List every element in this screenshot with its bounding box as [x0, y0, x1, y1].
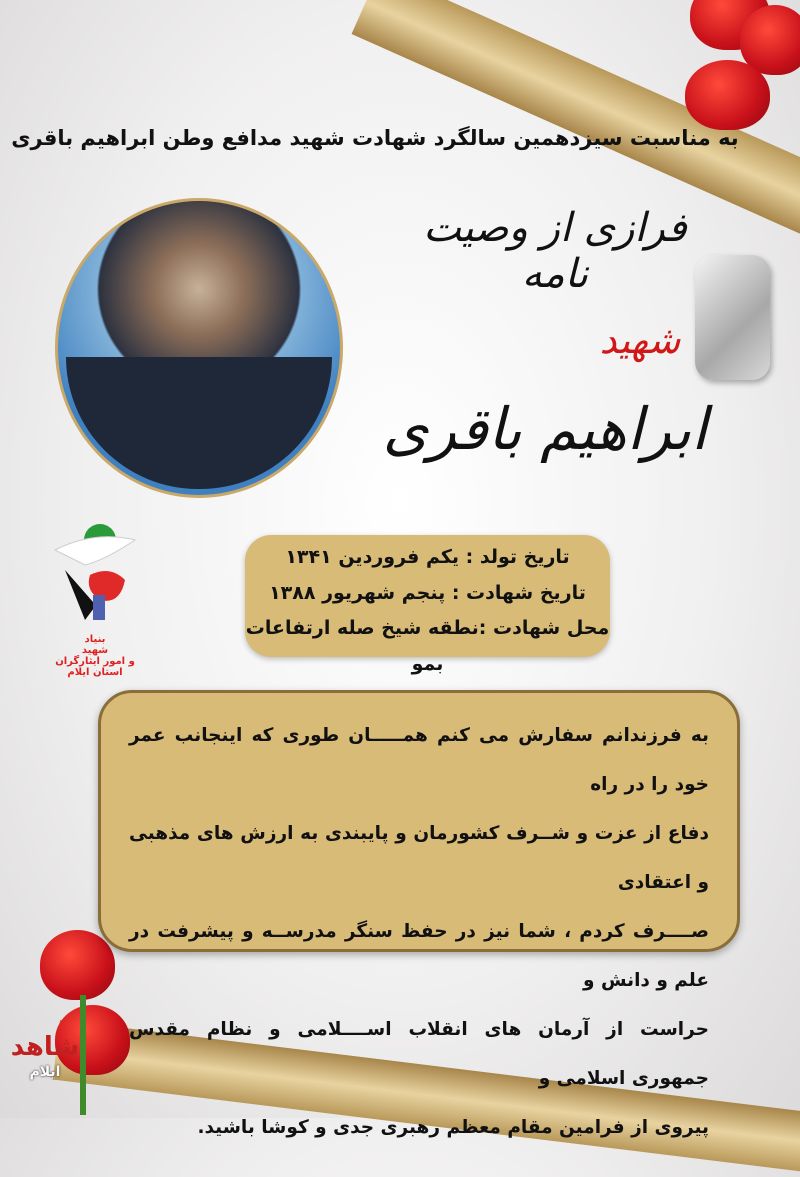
birth-date: تاریخ تولد : یکم فروردین ۱۳۴۱	[285, 546, 570, 568]
logo-text: استان ایلام	[67, 667, 123, 678]
headline: به مناسبت سیزدهمین سالگرد شهادت شهید مدافع وطن ابراهیم باقری	[11, 126, 739, 150]
will-text-line: حراست از آرمان های انقلاب اســــلامی و نظام مقدس جمهوری اسلامی و	[129, 1019, 709, 1089]
will-excerpt-box	[98, 690, 740, 1138]
info-box	[245, 535, 610, 675]
martyr-portrait-photo	[55, 198, 343, 498]
logo-emblem-icon	[45, 520, 145, 630]
will-text-line: پیروی از فرامین مقام معظم رهبری جدی و کوشا باشید.	[197, 1117, 709, 1138]
shahed-ilam-logo	[10, 1030, 80, 1110]
martyrdom-date: تاریخ شهادت : پنجم شهریور ۱۳۸۸	[269, 582, 586, 604]
flower-stem	[80, 995, 86, 1115]
logo-text: و امور ایثارگران	[55, 656, 135, 667]
corner-logo-text: شاهد	[10, 1032, 80, 1062]
logo-text: بنیاد	[84, 634, 106, 645]
will-text-line: صــــرف کردم ، شما نیز در حفظ سنگر مدرســه و پیشرفت در علم و دانش و	[129, 921, 709, 991]
title-name: ابراهیم باقری	[382, 395, 708, 463]
corner-logo-sub: ایلام	[29, 1064, 61, 1080]
tulip-flower-decoration	[40, 930, 115, 1000]
will-text-line: دفاع از عزت و شــرف کشورمان و پایبندی به ارزش های مذهبی و اعتقادی	[129, 823, 709, 893]
bonyad-shahid-logo	[45, 520, 145, 680]
title-will-excerpt: فرازی از وصیت نامه	[423, 205, 687, 297]
logo-text: شهید	[81, 645, 109, 656]
tulip-flower-decoration	[685, 60, 770, 130]
will-text-line: به فرزندانم سفارش می کنم همـــــان طوری که اینجانب عمر خود را در راه	[129, 725, 709, 795]
martyrdom-place: محل شهادت :نطقه شیخ صله ارتفاعات بمو	[245, 617, 610, 675]
title-martyr: شهید	[599, 318, 681, 362]
